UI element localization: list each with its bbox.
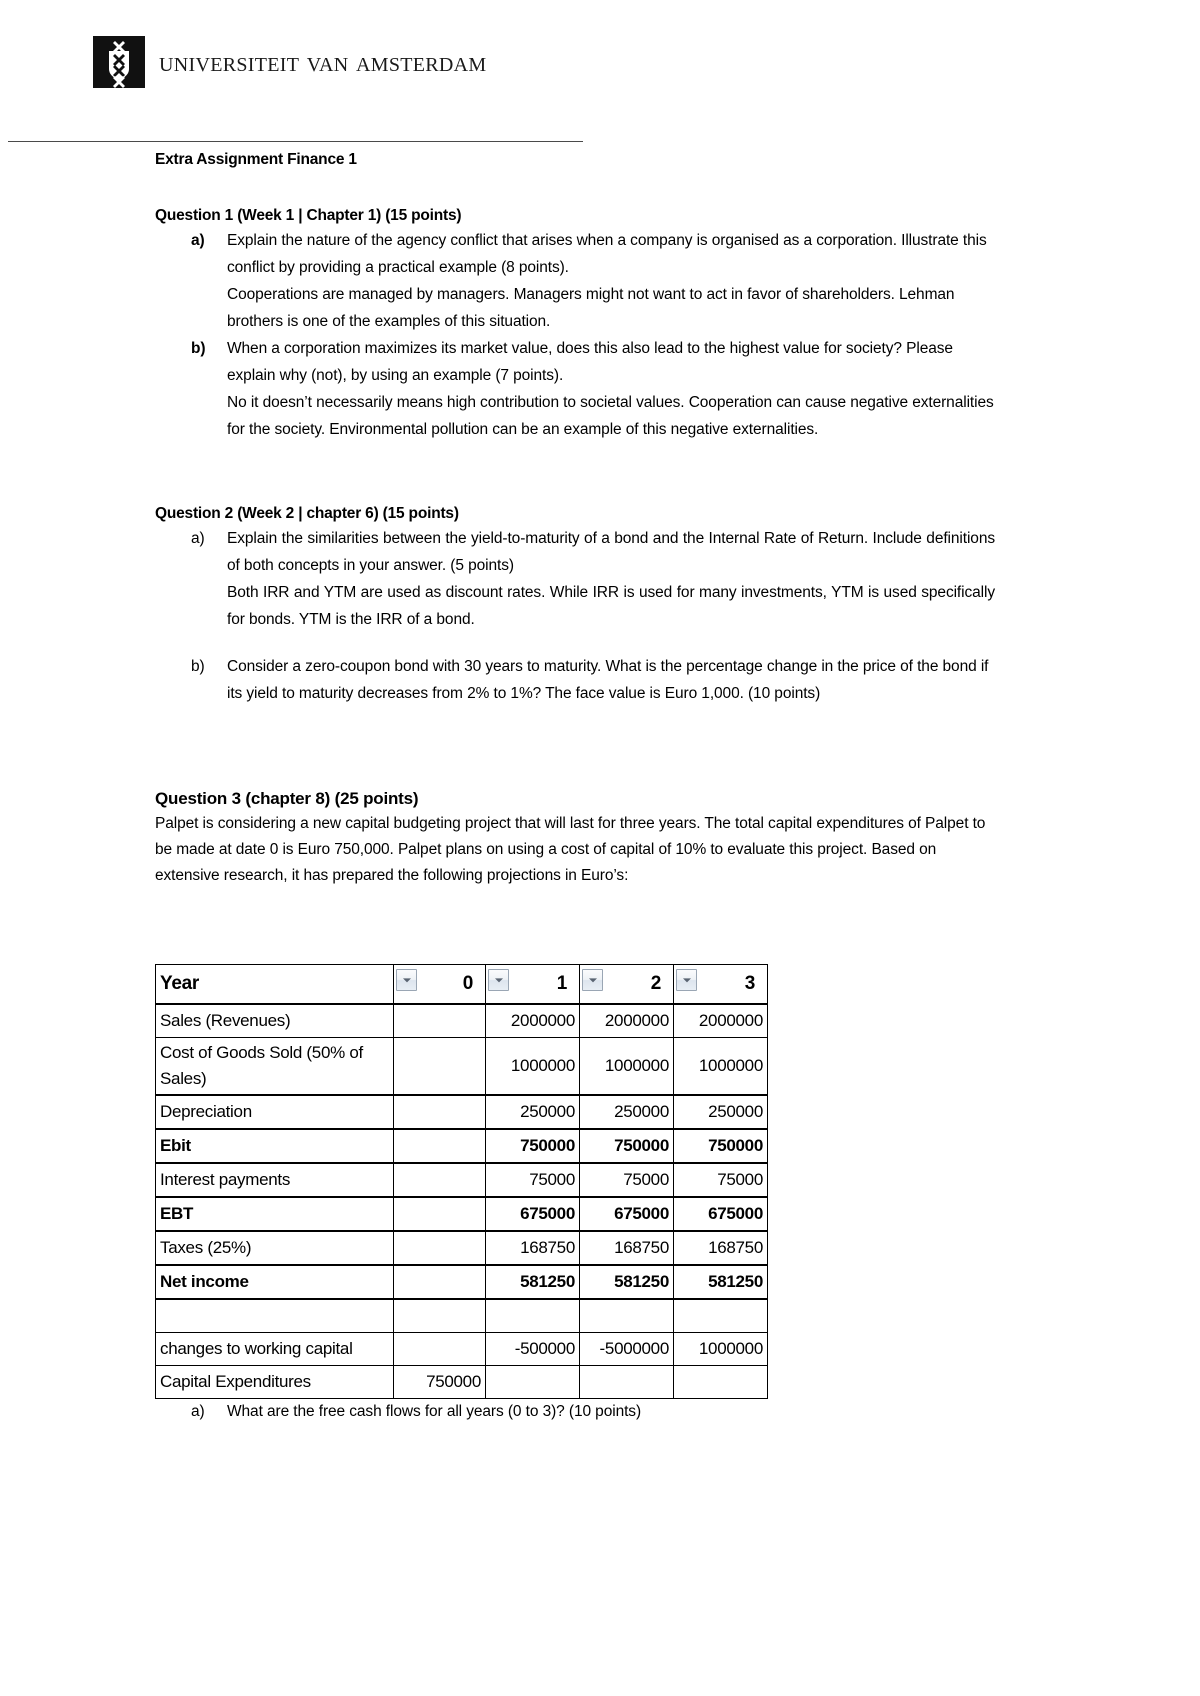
row-label: changes to working capital [156, 1333, 394, 1366]
table-header-row [156, 965, 768, 1005]
filter-dropdown-icon[interactable] [676, 969, 697, 991]
question-2-item-b [155, 653, 995, 707]
cell-y3[interactable]: 1000000 [674, 1038, 768, 1096]
question-1-item-b [155, 335, 995, 443]
question-1a-answer: Cooperations are managed by managers. Managers might not want to act in favor of shareholders. Lehman brothers is one of the examples of this situation. [227, 286, 955, 330]
question-1a-prompt: Explain the nature of the agency conflict that arises when a company is organised as a corporation. Illustrate this conflict by providing a practical example (8 points). [227, 232, 987, 276]
cell-y0[interactable] [394, 1038, 486, 1096]
cell-y1[interactable]: 168750 [486, 1231, 580, 1265]
row-label [156, 1299, 394, 1333]
cell-y3[interactable]: 2000000 [674, 1004, 768, 1038]
table-row[interactable] [156, 1366, 768, 1399]
table-row[interactable] [156, 1004, 768, 1038]
cell-y2[interactable]: 2000000 [580, 1004, 674, 1038]
table-row[interactable] [156, 1231, 768, 1265]
cell-y0[interactable]: 750000 [394, 1366, 486, 1399]
table-row[interactable] [156, 1038, 768, 1096]
filter-dropdown-icon[interactable] [582, 969, 603, 991]
cell-y0[interactable] [394, 1299, 486, 1333]
question-3-heading: Question 3 (chapter 8) (25 points) [155, 789, 419, 808]
uva-coat-of-arms-icon [93, 36, 145, 88]
cell-y3[interactable] [674, 1299, 768, 1333]
cell-y3[interactable]: 1000000 [674, 1333, 768, 1366]
cell-y0[interactable] [394, 1163, 486, 1197]
cell-y3[interactable]: 75000 [674, 1163, 768, 1197]
cell-y2[interactable]: -5000000 [580, 1333, 674, 1366]
header-cell-year: Year [156, 965, 394, 1005]
row-label: Capital Expenditures [156, 1366, 394, 1399]
question-1-list [155, 227, 995, 443]
table-row[interactable] [156, 1095, 768, 1129]
question-3-intro: Palpet is considering a new capital budgeting project that will last for three years. The total capital expenditures of Palpet to be made at date 0 is Euro 750,000. Palpet plans on using a cost of capital of 10% to evaluate this project. Based on extensive research, it has prepared the following projections in Euro’s: [155, 815, 986, 884]
header-divider [8, 141, 583, 142]
cell-y3[interactable]: 250000 [674, 1095, 768, 1129]
cell-y2[interactable]: 581250 [580, 1265, 674, 1299]
cell-y1[interactable]: 581250 [486, 1265, 580, 1299]
row-label: Interest payments [156, 1163, 394, 1197]
cell-y1[interactable] [486, 1299, 580, 1333]
header-cell-3[interactable]: 3 [674, 965, 768, 1005]
row-label: Cost of Goods Sold (50% of Sales) [156, 1038, 394, 1096]
header-cell-1[interactable]: 1 [486, 965, 580, 1005]
row-label: Sales (Revenues) [156, 1004, 394, 1038]
cell-y2[interactable]: 75000 [580, 1163, 674, 1197]
cell-y3[interactable] [674, 1366, 768, 1399]
question-2-item-a [155, 525, 995, 633]
row-label: Depreciation [156, 1095, 394, 1129]
table-row[interactable] [156, 1265, 768, 1299]
row-label: Taxes (25%) [156, 1231, 394, 1265]
list-marker-a: a) [191, 232, 205, 249]
cell-y1[interactable]: 1000000 [486, 1038, 580, 1096]
cell-y0[interactable] [394, 1129, 486, 1163]
cell-y1[interactable]: 75000 [486, 1163, 580, 1197]
header-cell-0[interactable]: 0 [394, 965, 486, 1005]
uva-logo [93, 36, 487, 88]
cell-y0[interactable] [394, 1265, 486, 1299]
cell-y2[interactable]: 675000 [580, 1197, 674, 1231]
question-3-item-a [155, 1398, 995, 1425]
question-2-list [155, 525, 995, 707]
projections-table [155, 964, 768, 1399]
cell-y2[interactable] [580, 1366, 674, 1399]
question-2b-prompt: Consider a zero-coupon bond with 30 years to maturity. What is the percentage change in the price of the bond if its yield to maturity decreases from 2% to 1%? The face value is Euro 1,000. (10 points) [227, 658, 989, 702]
cell-y3[interactable]: 750000 [674, 1129, 768, 1163]
table-row[interactable] [156, 1129, 768, 1163]
uva-wordmark: universiteit van amsterdam [159, 45, 487, 78]
cell-y2[interactable]: 750000 [580, 1129, 674, 1163]
question-1b-answer: No it doesn’t necessarily means high contribution to societal values. Cooperation can cause negative externalities for the society. Environmental pollution can be an example of this negative externalities. [227, 394, 994, 438]
cell-y2[interactable] [580, 1299, 674, 1333]
table-row[interactable] [156, 1163, 768, 1197]
question-2a-prompt: Explain the similarities between the yield-to-maturity of a bond and the Internal Rate of Return. Include definitions of both concepts in your answer. (5 points) [227, 530, 995, 574]
cell-y0[interactable] [394, 1333, 486, 1366]
cell-y1[interactable] [486, 1366, 580, 1399]
question-1b-prompt: When a corporation maximizes its market value, does this also lead to the highest value for society? Please explain why (not), by using an example (7 points). [227, 340, 953, 384]
cell-y0[interactable] [394, 1197, 486, 1231]
cell-y2[interactable]: 1000000 [580, 1038, 674, 1096]
document-body [155, 149, 995, 889]
cell-y1[interactable]: 250000 [486, 1095, 580, 1129]
list-marker-b: b) [191, 658, 205, 675]
question-3a-prompt: What are the free cash flows for all years (0 to 3)? (10 points) [227, 1403, 642, 1420]
cell-y0[interactable] [394, 1231, 486, 1265]
row-label: EBT [156, 1197, 394, 1231]
list-marker-a: a) [191, 530, 205, 547]
list-marker-a: a) [191, 1403, 205, 1420]
filter-dropdown-icon[interactable] [488, 969, 509, 991]
cell-y1[interactable]: -500000 [486, 1333, 580, 1366]
question-1-heading: Question 1 (Week 1 | Chapter 1) (15 points) [155, 207, 462, 224]
table-row-blank[interactable] [156, 1299, 768, 1333]
filter-dropdown-icon[interactable] [396, 969, 417, 991]
table-row[interactable] [156, 1197, 768, 1231]
cell-y2[interactable]: 250000 [580, 1095, 674, 1129]
cell-y0[interactable] [394, 1004, 486, 1038]
list-marker-b: b) [191, 340, 206, 357]
question-2-heading: Question 2 (Week 2 | chapter 6) (15 points) [155, 505, 459, 522]
row-label: Ebit [156, 1129, 394, 1163]
cell-y3[interactable]: 581250 [674, 1265, 768, 1299]
cell-y3[interactable]: 675000 [674, 1197, 768, 1231]
cash-flow-spreadsheet[interactable] [155, 964, 767, 1399]
table-row[interactable] [156, 1333, 768, 1366]
document-title: Extra Assignment Finance 1 [155, 151, 357, 168]
cell-y1[interactable]: 750000 [486, 1129, 580, 1163]
row-label: Net income [156, 1265, 394, 1299]
question-2a-answer: Both IRR and YTM are used as discount rates. While IRR is used for many investments, YTM is used specifically for bonds. YTM is the IRR of a bond. [227, 584, 995, 628]
cell-y3[interactable]: 168750 [674, 1231, 768, 1265]
question-1-item-a [155, 227, 995, 335]
question-3-sublist [155, 1398, 995, 1425]
cell-y1[interactable]: 675000 [486, 1197, 580, 1231]
cell-y2[interactable]: 168750 [580, 1231, 674, 1265]
header-cell-2[interactable]: 2 [580, 965, 674, 1005]
cell-y1[interactable]: 2000000 [486, 1004, 580, 1038]
cell-y0[interactable] [394, 1095, 486, 1129]
